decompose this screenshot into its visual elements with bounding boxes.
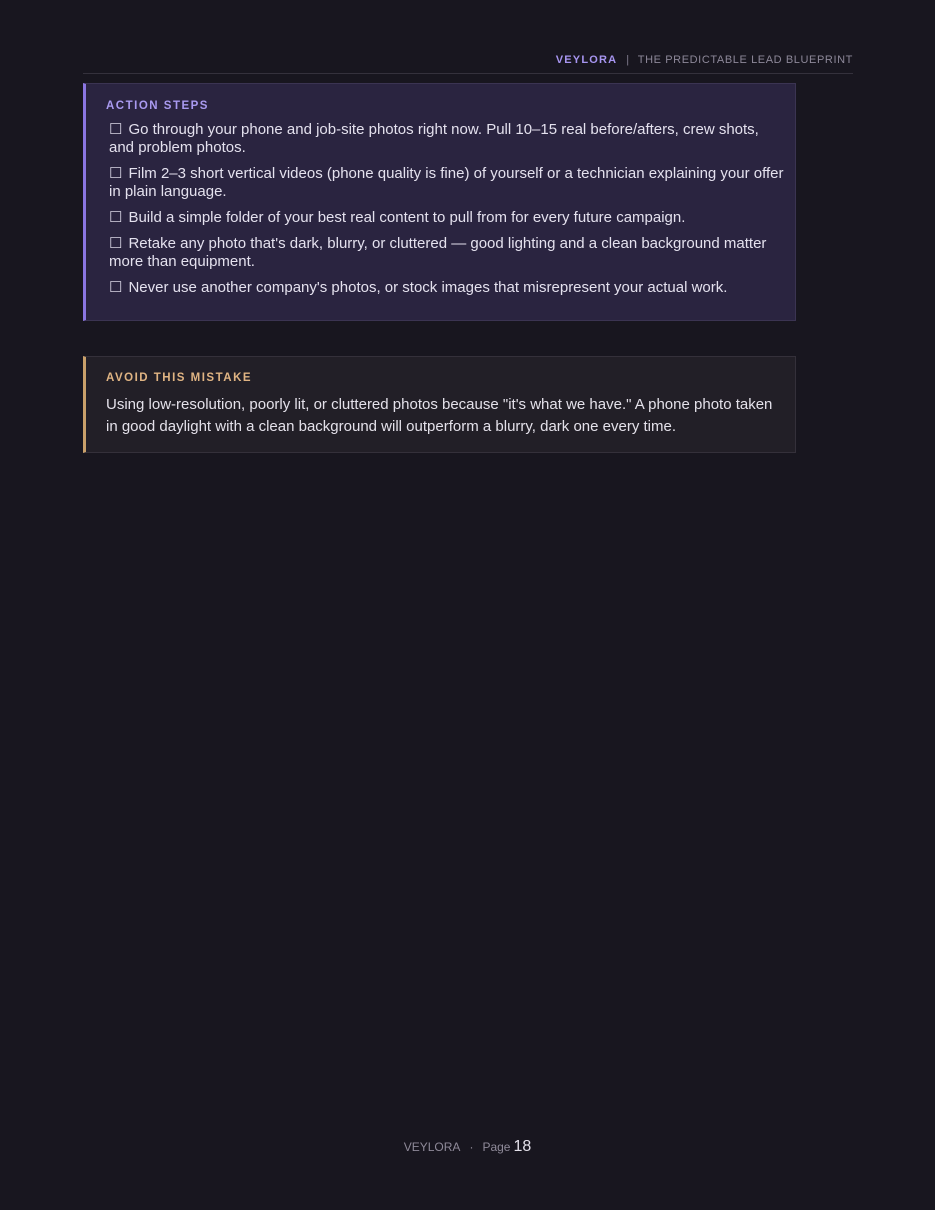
footer-dot: · [469,1140,474,1154]
header-brand: VEYLORA [555,54,618,66]
footer-page-label: Page [482,1140,511,1154]
checkbox-icon: ☐ [109,209,123,226]
avoid-mistake-label: AVOID THIS MISTAKE [106,372,253,384]
action-steps-box [83,83,796,321]
action-steps-list [109,121,785,305]
checkbox-icon: ☐ [109,235,123,252]
page-footer [0,1137,935,1157]
page-number: 18 [513,1138,532,1155]
action-step [109,279,785,297]
action-step [109,121,785,157]
header-separator: | [626,54,630,66]
action-step-text: Never use another company's photos, or stock images that misrepresent your actual work. [128,279,728,296]
action-step-text: Film 2–3 short vertical videos (phone quality is fine) of yourself or a technician explaining your offer in plain language. [109,165,784,200]
footer-brand: VEYLORA [403,1140,461,1154]
action-step-text: Go through your phone and job-site photos right now. Pull 10–15 real before/afters, crew shots, and problem photos. [109,121,759,156]
checkbox-icon: ☐ [109,121,123,138]
avoid-mistake-box [83,356,796,453]
action-step [109,235,785,271]
action-step-text: Build a simple folder of your best real content to pull from for every future campaign. [128,209,686,226]
avoid-mistake-text: Using low-resolution, poorly lit, or cluttered photos because "it's what we have." A phone photo taken in good daylight with a clean background will outperform a blurry, dark one every time. [106,396,773,435]
action-step [109,209,785,227]
action-steps-label: ACTION STEPS [106,100,209,112]
checkbox-icon: ☐ [109,165,123,182]
action-step-text: Retake any photo that's dark, blurry, or cluttered — good lighting and a clean background matter more than equipment. [109,235,767,270]
page-header [83,53,853,74]
action-step [109,165,785,201]
header-doc-title: THE PREDICTABLE LEAD BLUEPRINT [637,54,853,66]
checkbox-icon: ☐ [109,279,123,296]
